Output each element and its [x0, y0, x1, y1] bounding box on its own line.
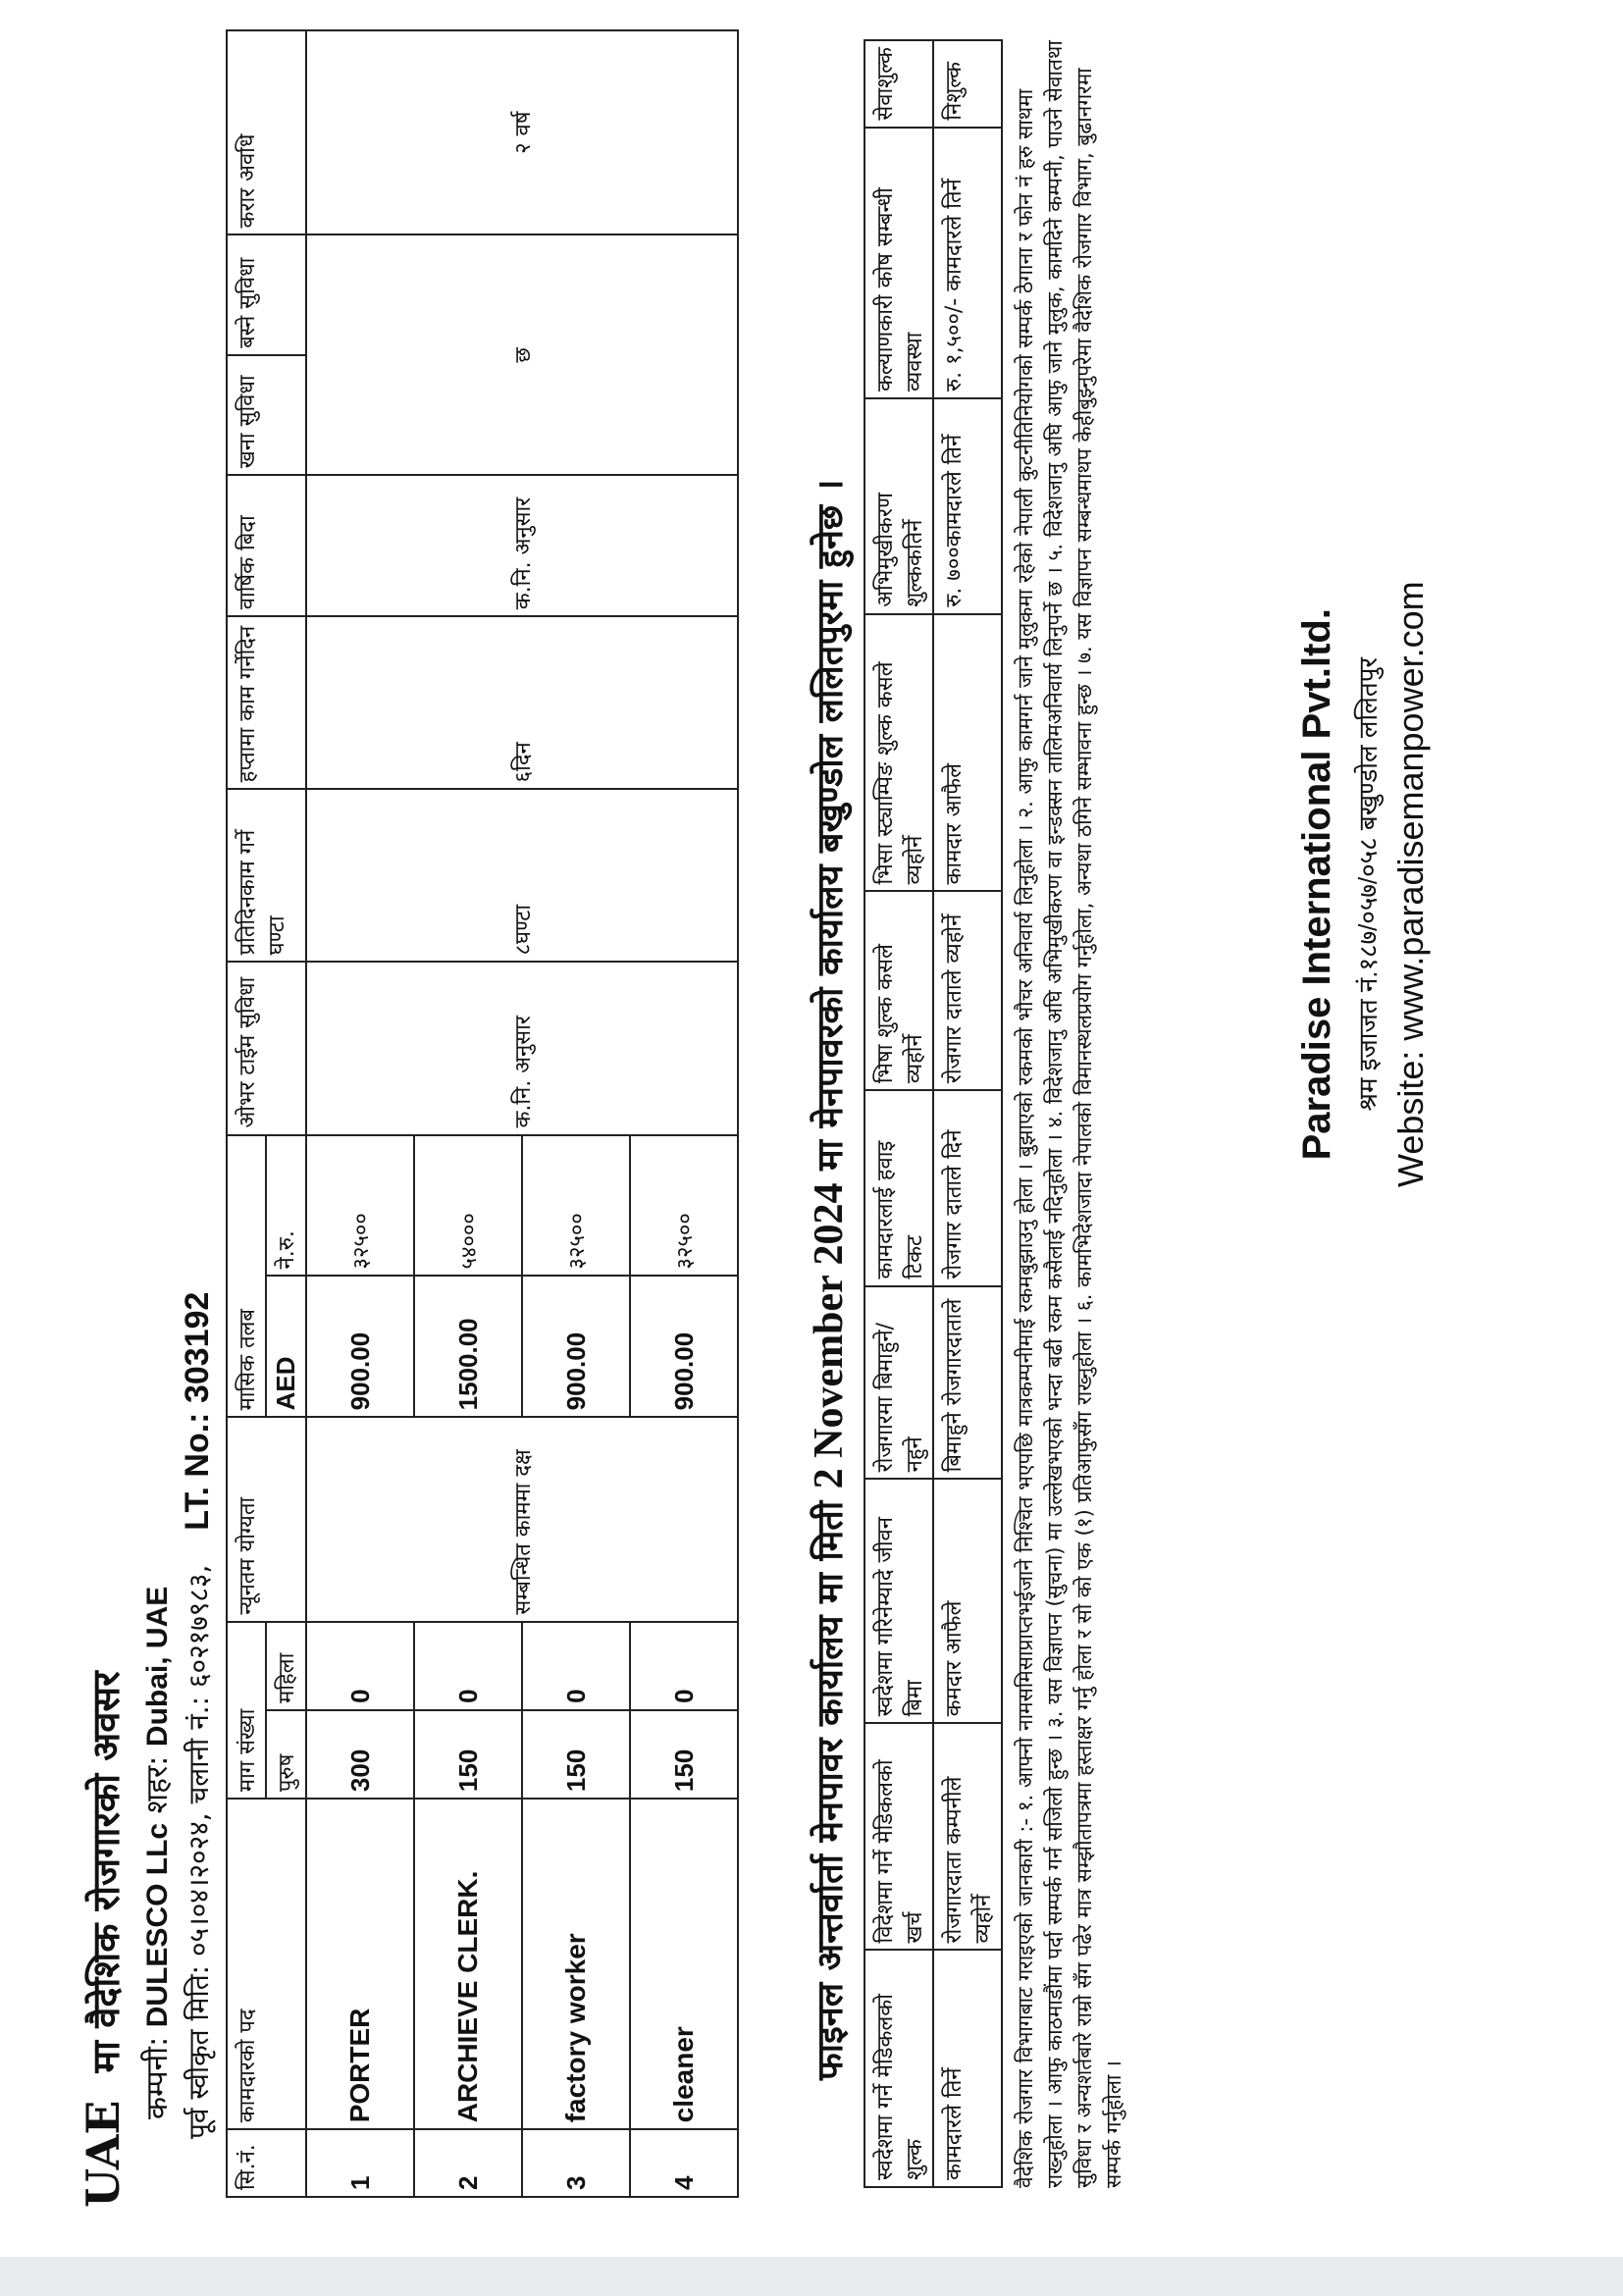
row-sn: 1 [306, 2129, 414, 2197]
row-male: 300 [306, 1710, 414, 1799]
row-sn: 3 [522, 2129, 630, 2197]
costs-header: कल्याणकारी कोष सम्बन्धी व्यवस्था [864, 128, 933, 398]
costs-value: निशुल्क [933, 40, 1002, 128]
row-female: 0 [630, 1622, 738, 1710]
row-npr: ५४००० [414, 1135, 522, 1277]
row-male: 150 [630, 1710, 738, 1799]
row-female: 0 [414, 1622, 522, 1710]
row-sn: 2 [414, 2129, 522, 2197]
shared-food-accommodation: छ [306, 235, 738, 475]
page-bottom-edge [0, 2257, 1623, 2296]
shared-overtime: क.नि. अनुसार [306, 962, 738, 1134]
costs-header: स्वदेशमा गर्ने मेडिकलको शुल्क [864, 1951, 933, 2188]
city-label: शहर: [140, 1755, 175, 1814]
row-npr: ३२५०० [630, 1135, 738, 1277]
costs-header: अभिमुखीकरण शुल्ककतिर्ने [864, 398, 933, 614]
interview-text-pre: फाइनल अन्तर्वार्ता मेनपावर कार्यालय मा मिती [811, 1500, 851, 2080]
shared-weekly-days: ६दिन [306, 616, 738, 789]
shared-annual-leave: क.नि. अनुसार [306, 475, 738, 616]
col-overtime: ओभर टाईम सुविधा [227, 962, 306, 1134]
col-annual-leave: वार्षिक बिदा [227, 475, 306, 616]
costs-value: कामदार आफैले [933, 614, 1002, 892]
costs-header: रोजगारमा बिमाहुने/नहुने [864, 1286, 933, 1480]
row-male: 150 [414, 1710, 522, 1799]
company-label: कम्पनी: [140, 2036, 175, 2119]
col-qualification: न्यूनतम योग्यता [227, 1417, 306, 1621]
approval-line [179, 1292, 217, 2139]
jobs-table [226, 29, 739, 2198]
company-line [135, 1587, 176, 2119]
table-row [306, 30, 414, 2197]
col-daily-hours: प्रतिदिनकाम गर्ने घण्टा [227, 789, 306, 962]
row-aed: 900.00 [306, 1276, 414, 1417]
costs-value-row [933, 40, 1002, 2187]
row-male: 150 [522, 1710, 630, 1799]
costs-value: रोजगारदाता कम्पनीले व्यहोर्ने [933, 1723, 1002, 1950]
costs-header: स्वदेशमा गरिनेम्यादे जीवन बिमा [864, 1479, 933, 1723]
instructions-notes: वैदेशिक रोजगार विभागबाट गराइएको जानकारी :- १. आफ्नो नामसमिसाप्राप्तभईजाने निश्चित भएपछि मात्रकम्पनीमाई रकमबुझाउनु होला । बुझाएको रकमको भौचर अनिवार्य लिनुहोला । २. आफु कामगर्न जाने मुलुकमा रहेको नेपाली कुटनीतिनियोगको सम्पर्क ठेगाना र फोन नं हरु साथमा राख्नुहोला । आफु काठमाडौंमा पर्दा सम्पर्क गर्न सजिलो हुन्छ । ३. यस विज्ञापन (सुचना) मा उल्लेखभएको भन्दा बढी रकम कसैलाई नदिनुहोला । ४. विदेशजानु अघि अभिमुखीकरण वा इन्डक्सन तालिमअनिवार्य लिनुपर्ने छ । ५. विदेशजानु अघि आफु जाने मुलुक, कामदिने कम्पनी, पाउने सेवातथा सुविधा र अन्यशर्तबारे राम्रो सँग पढेर मात्र सम्झौतापत्रमा हस्ताक्षर गर्नु होला र सो को एक (१) प्रतिआफुसँग राख्नुहोला । ६. कामभिदेशजादा नेपालको विमानस्थलप्रयोग गर्नुहोला, अन्यथा ठगिने सम्भावना हुन्छ । ७. यस विज्ञापन सम्बन्धमाथप केहीबुझ्नुपरेमा वैदेशिक रोजगार विभाग, बुढानगरमा सम्पर्क गर्नुहोला । [1014, 40, 1126, 2188]
website: Website: www.paradisemanpower.com [1390, 581, 1431, 1187]
costs-header-row [864, 40, 933, 2187]
col-contract: करार अवधि [227, 30, 306, 235]
company-name: DULESCO LLc [141, 1822, 174, 2028]
costs-value: बिमाहुने रोजगारदाताले [933, 1286, 1002, 1480]
col-sn: सि.नं. [227, 2129, 306, 2197]
prior-approval: पूर्व स्वीकृत मिति: ०५।०४।२०२४, चलानी नं.: ६०२१७९८३, [183, 1564, 215, 2139]
row-post: cleaner [630, 1799, 738, 2129]
col-aed: AED [266, 1276, 306, 1417]
col-demand: माग संख्या [227, 1622, 266, 1799]
page-title [77, 1671, 131, 2208]
costs-value: कामदारले तिर्ने [933, 1951, 1002, 2188]
col-accommodation: बस्ने सुविधा [227, 235, 306, 354]
table-header-row [227, 30, 266, 2197]
costs-table [864, 39, 1003, 2188]
row-post: ARCHIEVE CLERK. [414, 1799, 522, 2129]
costs-value: रोजगार दाताले दिने [933, 1090, 1002, 1286]
col-post: कामदारको पद [227, 1799, 306, 2129]
interview-text-post: मा मेनपावरको कार्यालय बखुण्डोल ललितपुरमा हुनेछ । [811, 479, 851, 1171]
costs-value: रु. ७००कामदारले तिर्ने [933, 398, 1002, 614]
lt-number: LT. No.: 303192 [179, 1291, 216, 1531]
costs-header: कामदारलाई हवाइ टिकट [864, 1090, 933, 1286]
license-line: श्रम इजाजत नं.१८७/०५७/०५८ बखुण्डोल ललितपुर [1353, 656, 1383, 1112]
country-title: UAE [77, 2100, 130, 2208]
rotated-document [29, 10, 1599, 2247]
row-aed: 1500.00 [414, 1276, 522, 1417]
interview-date: 2 November 2024 [807, 1182, 852, 1489]
row-sn: 4 [630, 2129, 738, 2197]
title-text: मा वैदेशिक रोजगारको अवसर [83, 1671, 128, 2073]
shared-daily-hours: ८घण्टा [306, 789, 738, 962]
costs-value: कमदार आफैले [933, 1479, 1002, 1723]
company-name-footer: Paradise International Pvt.ltd. [1295, 608, 1338, 1161]
row-aed: 900.00 [522, 1276, 630, 1417]
costs-value: रु. १,५००/- कामदारले तिर्ने [933, 128, 1002, 398]
col-npr: ने.रु. [266, 1135, 306, 1277]
row-post: factory worker [522, 1799, 630, 2129]
interview-notice [805, 480, 853, 2080]
col-female: महिला [266, 1622, 306, 1710]
costs-header: सेवाशुल्क [864, 40, 933, 128]
row-post: PORTER [306, 1799, 414, 2129]
row-aed: 900.00 [630, 1276, 738, 1417]
row-female: 0 [306, 1622, 414, 1710]
col-food: खना सुविधा [227, 355, 306, 475]
col-weekly-days: हप्तामा काम गर्नेदिन [227, 616, 306, 789]
city-name: Dubai, UAE [141, 1586, 174, 1748]
footer [1295, 581, 1432, 1187]
shared-contract: २ वर्ष [306, 30, 738, 235]
costs-header: भिषा शुल्क कसले व्यहोर्ने [864, 892, 933, 1091]
costs-header: भिसा स्ट्याम्पिङ शुल्क कसले व्यहोर्ने [864, 614, 933, 892]
col-salary: मासिक तलब [227, 1135, 266, 1418]
row-female: 0 [522, 1622, 630, 1710]
costs-header: विदेशमा गर्ने मेडिकलको खर्च [864, 1723, 933, 1950]
costs-value: रोजगार दाताले व्यहोर्ने [933, 892, 1002, 1091]
row-npr: ३२५०० [306, 1135, 414, 1277]
row-npr: ३२५०० [522, 1135, 630, 1277]
shared-qualification: सम्बन्धित काममा दक्ष [306, 1417, 738, 1621]
col-male: पुरुष [266, 1710, 306, 1799]
